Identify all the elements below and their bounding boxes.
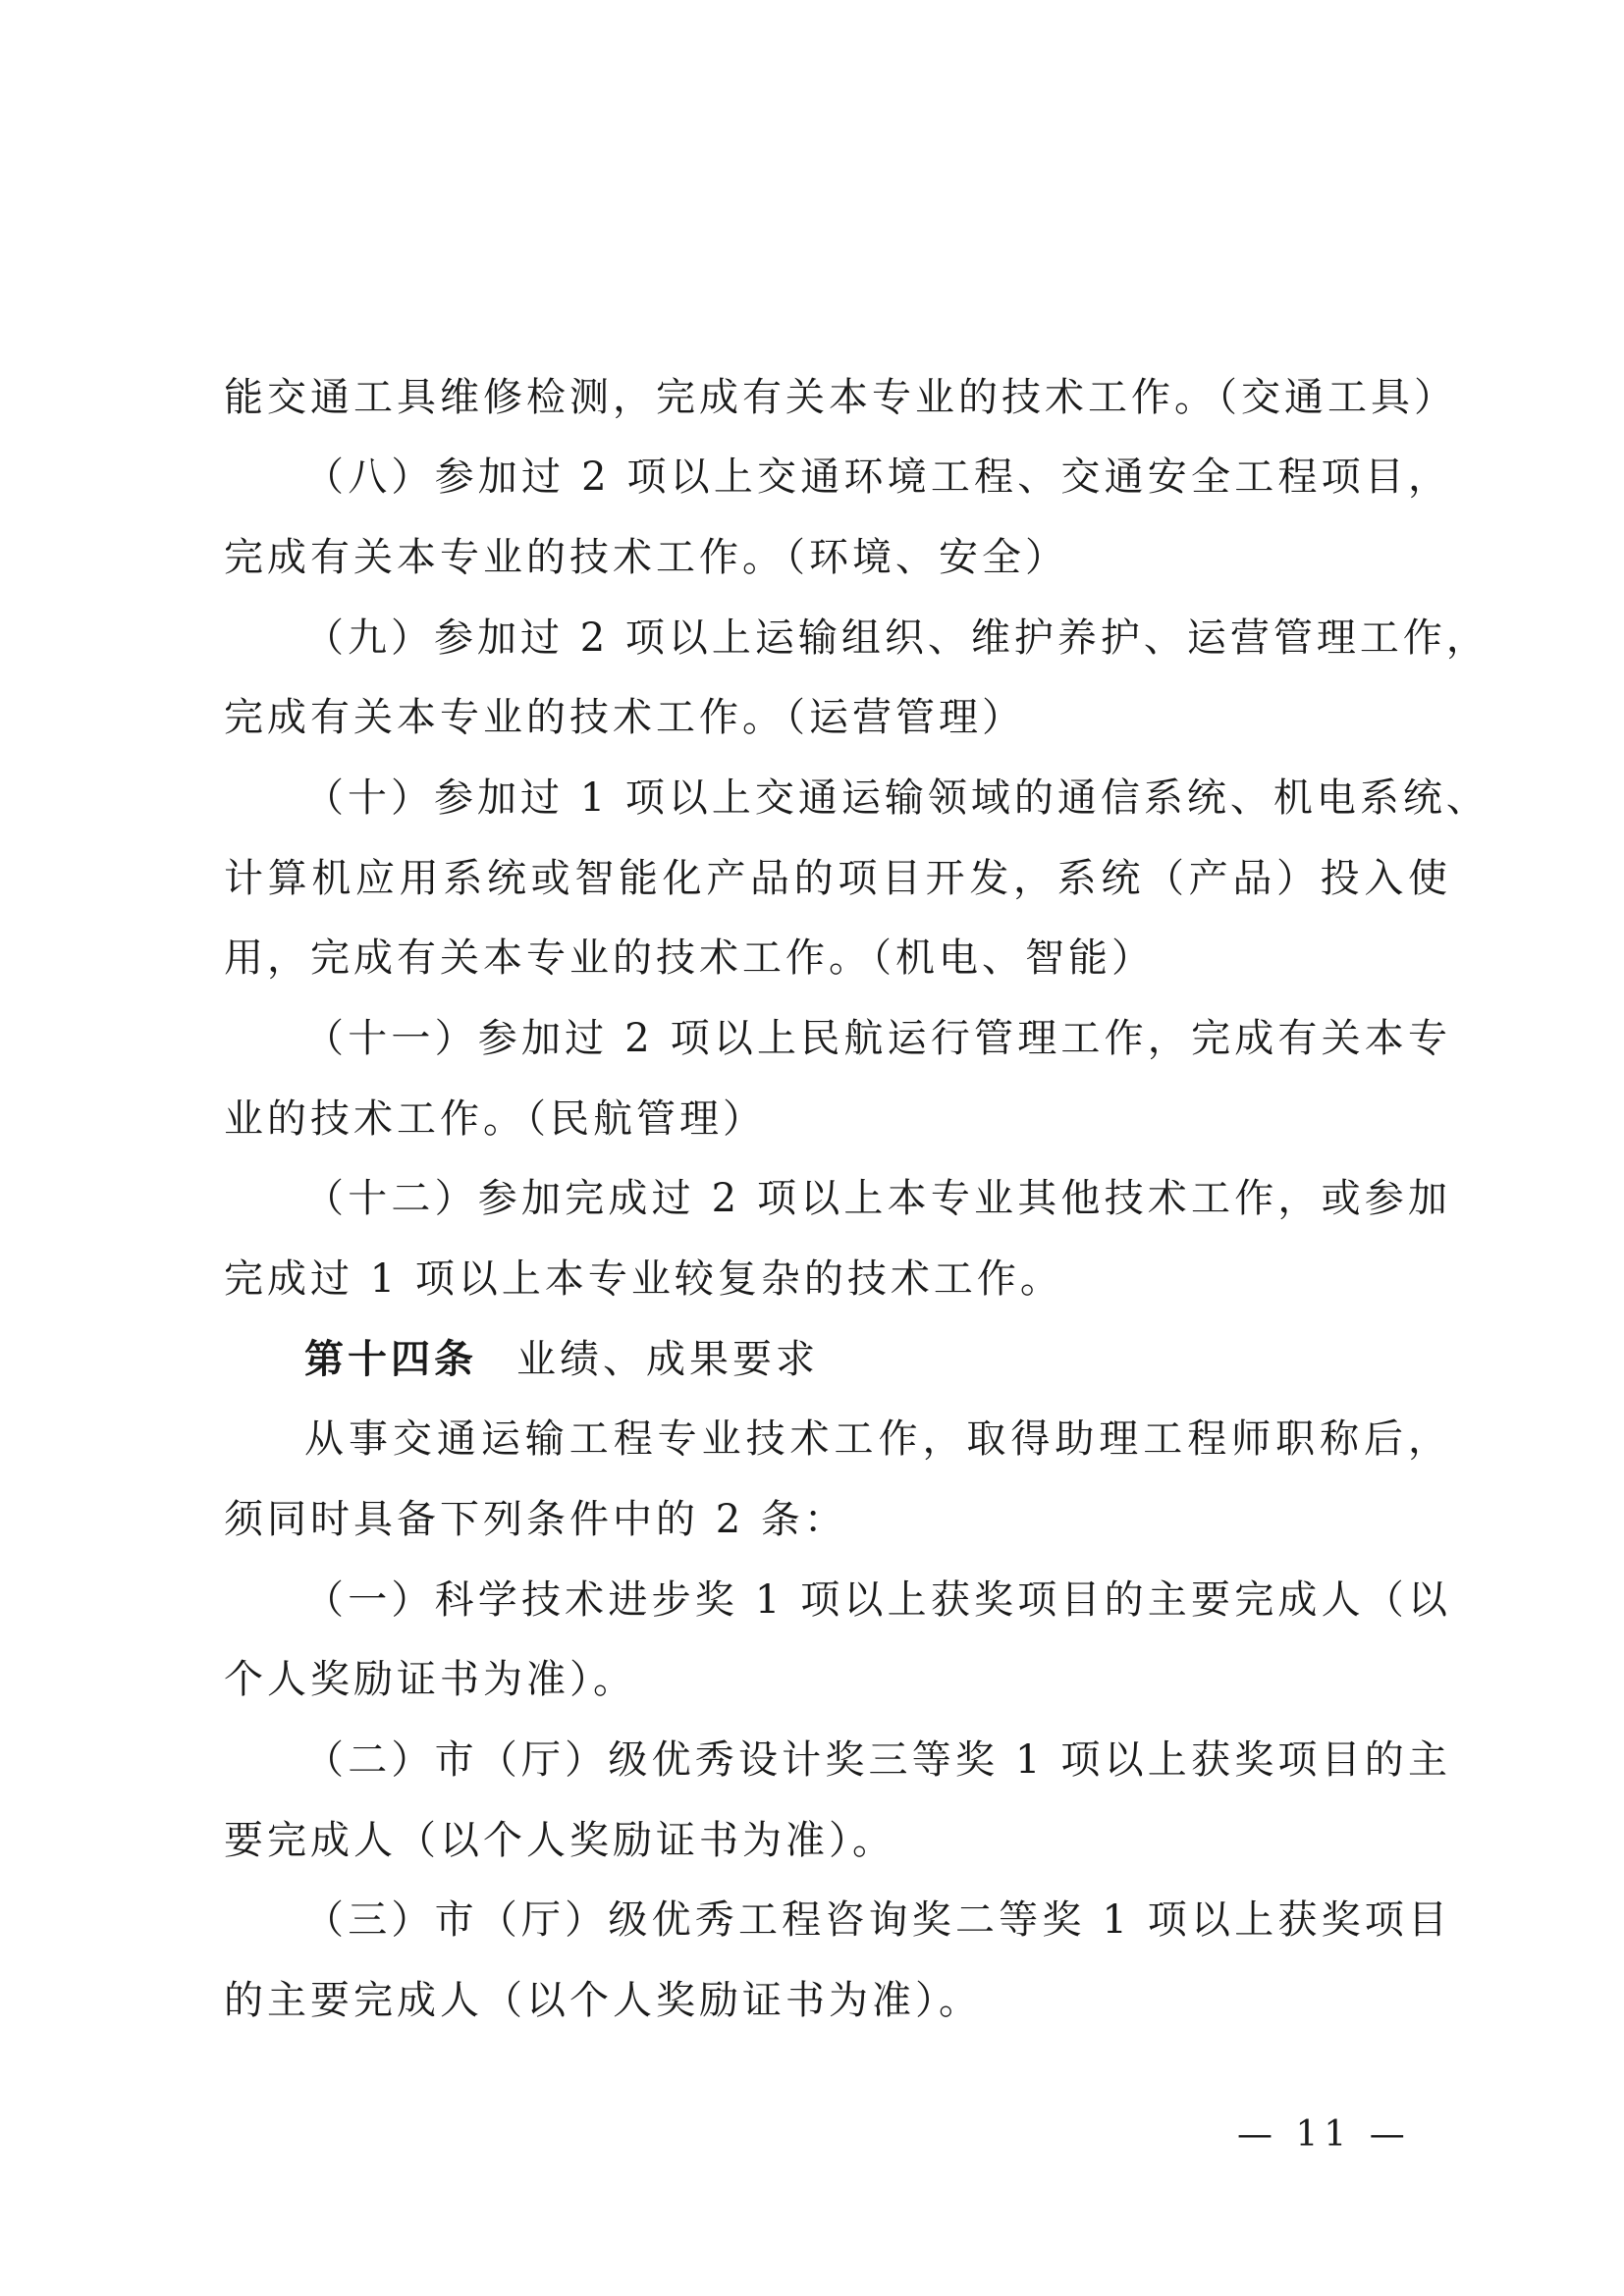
body-line: 完成有关本专业的技术工作。（运营管理） xyxy=(224,695,1025,740)
body-line: （二）市（厅）级优秀设计奖三等奖 1 项以上获奖项目的主 xyxy=(304,1737,1451,1783)
body-line: 完成有关本专业的技术工作。（环境、安全） xyxy=(224,535,1068,580)
body-line: （八）参加过 2 项以上交通环境工程、交通安全工程项目， xyxy=(304,454,1451,500)
article-title: 业绩、成果要求 xyxy=(516,1337,819,1382)
body-line: 能交通工具维修检测，完成有关本专业的技术工作。（交通工具） xyxy=(224,375,1457,420)
body-line: （一）科学技术进步奖 1 项以上获奖项目的主要完成人（以 xyxy=(304,1577,1451,1623)
body-line: （三）市（厅）级优秀工程咨询奖二等奖 1 项以上获奖项目 xyxy=(304,1897,1451,1943)
body-line: 须同时具备下列条件中的 2 条： xyxy=(224,1497,847,1542)
body-line: （十一）参加过 2 项以上民航运行管理工作，完成有关本专 xyxy=(304,1016,1451,1061)
body-line: 业的技术工作。（民航管理） xyxy=(224,1096,766,1142)
body-line: （十）参加过 1 项以上交通运输领域的通信系统、机电系统、 xyxy=(304,775,1489,821)
body-line: 的主要完成人（以个人奖励证书为准）。 xyxy=(224,1978,982,2023)
body-line: 计算机应用系统或智能化产品的项目开发，系统（产品）投入使 xyxy=(224,856,1451,901)
body-line: 完成过 1 项以上本专业较复杂的技术工作。 xyxy=(224,1256,1063,1302)
page-number: — 11 — xyxy=(1237,2114,1411,2155)
body-line: 个人奖励证书为准）。 xyxy=(224,1657,636,1702)
article-number: 第十四条 xyxy=(304,1337,477,1382)
body-line: 用，完成有关本专业的技术工作。（机电、智能） xyxy=(224,935,1155,981)
body-line: （九）参加过 2 项以上运输组织、维护养护、运营管理工作， xyxy=(304,615,1489,661)
article-heading xyxy=(304,1330,1624,1389)
body-line: （十二）参加完成过 2 项以上本专业其他技术工作，或参加 xyxy=(304,1176,1451,1221)
body-line: 要完成人（以个人奖励证书为准）。 xyxy=(224,1818,895,1863)
body-line: 从事交通运输工程专业技术工作，取得助理工程师职称后， xyxy=(304,1416,1451,1462)
